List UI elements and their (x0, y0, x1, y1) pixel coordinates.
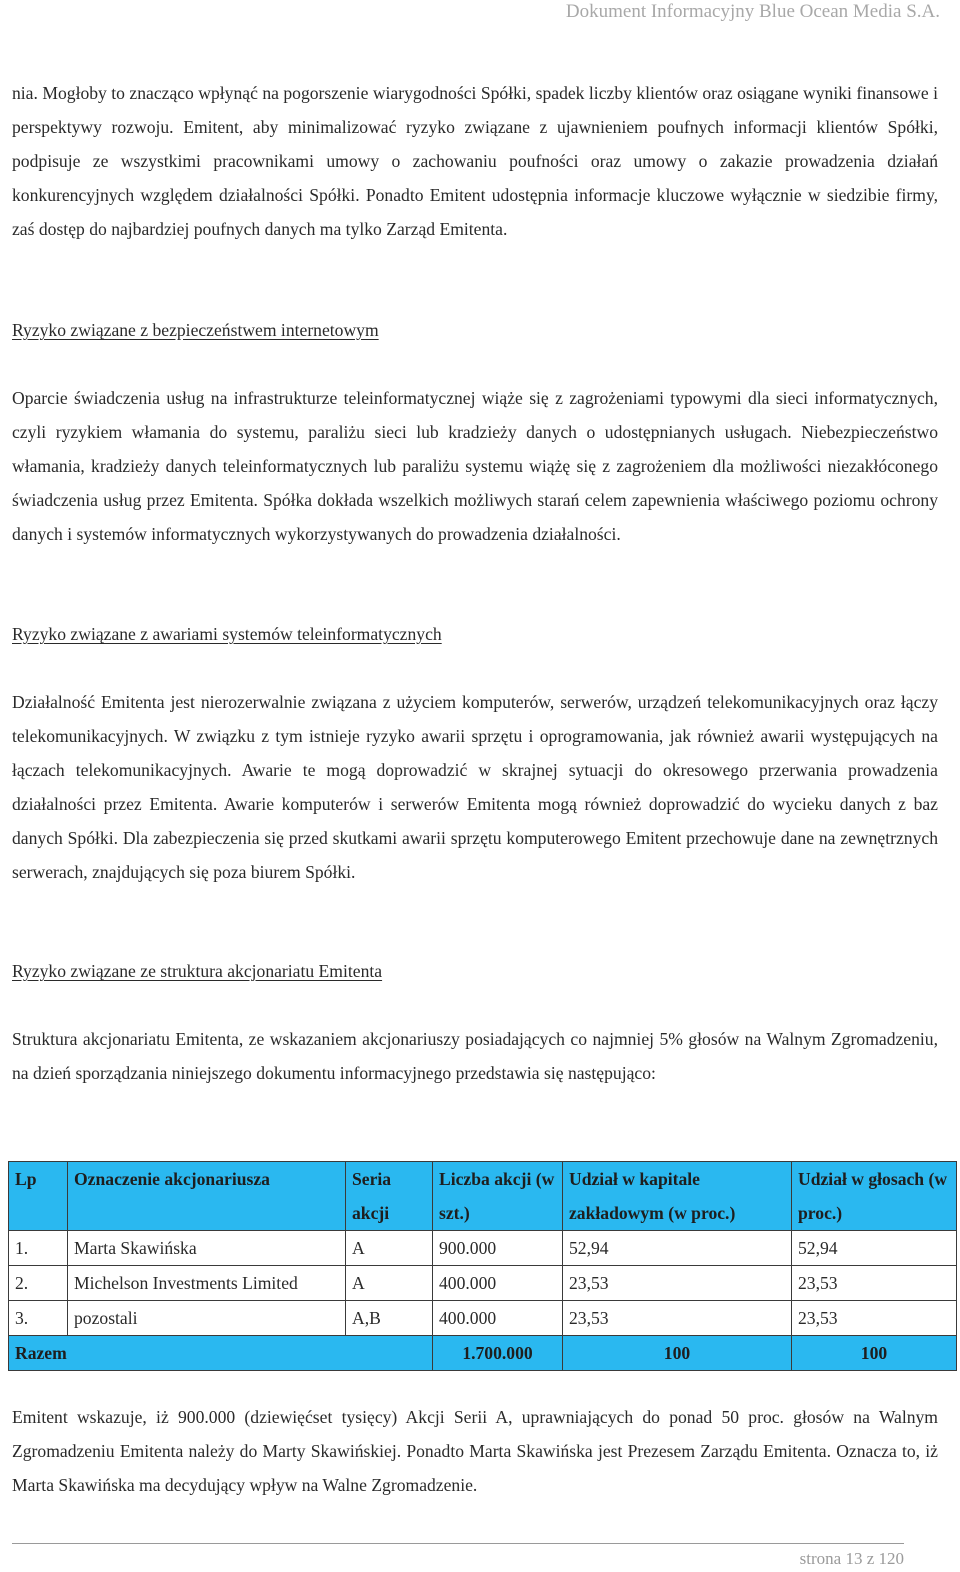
footer-divider (12, 1543, 904, 1544)
table-cell: 23,53 (792, 1266, 957, 1301)
section-body-system-failures: Działalność Emitenta jest nierozerwalnie związana z użyciem komputerów, serwerów, urządzeń telekomunikacyjnych oraz łączy telekomunikacyjnych. W związku z tym istnieje ryzyko awarii sprzętu i oprogramowania, jak również awarii występujących na łączach telekomunikacyjnych. Awarie te mogą doprowadzić w skrajnej sytuacji do okresowego przerwania prowadzenia działalności przez Emitenta. Awarie komputerów i serwerów Emitenta mogą również doprowadzić do wycieku danych z baz danych Spółki. Dla zabezpieczenia się przed skutkami awarii sprzętu komputerowego Emitent przechowuje dane na zewnętrznych serwerach, znajdujących się poza biurem Spółki. (12, 692, 938, 882)
closing-paragraph: Emitent wskazuje, iż 900.000 (dziewięćset tysięcy) Akcji Serii A, uprawniających do ponad 50 proc. głosów na Walnym Zgromadzeniu Emitenta należy do Marty Skawińskiej. Ponadto Marta Skawińska jest Prezesem Zarządu Emitenta. Oznacza to, iż Marta Skawińska ma decydujący wpływ na Walne Zgromadzenie. (12, 1407, 938, 1495)
table-cell: 2. (9, 1266, 68, 1301)
section-body-shareholder-structure: Struktura akcjonariatu Emitenta, ze wskazaniem akcjonariuszy posiadających co najmniej 5% głosów na Walnym Zgromadzeniu, na dzień sporządzania niniejszego dokumentu informacyjnego przedstawia się następująco: (12, 1029, 938, 1083)
page-number: strona 13 z 120 (799, 1549, 904, 1568)
section-heading-system-failures: Ryzyko związane z awariami systemów teleinformatycznych (12, 624, 442, 644)
table-total-row (9, 1336, 957, 1371)
table-cell: 52,94 (792, 1231, 957, 1266)
table-cell: 23,53 (792, 1301, 957, 1336)
shareholder-table (8, 1161, 957, 1371)
table-cell: 23,53 (563, 1301, 792, 1336)
table-cell: A,B (346, 1301, 433, 1336)
table-cell: A (346, 1231, 433, 1266)
document-header-title: Dokument Informacyjny Blue Ocean Media S.A. (565, 1, 940, 22)
table-total-label: Razem (9, 1336, 433, 1371)
table-header-cell: Udział w głosach (w proc.) (792, 1162, 957, 1231)
table-row (9, 1231, 957, 1266)
table-row (9, 1301, 957, 1336)
table-header-cell: Lp (9, 1162, 68, 1231)
table-cell: 23,53 (563, 1266, 792, 1301)
table-row (9, 1266, 957, 1301)
intro-paragraph: nia. Mogłoby to znacząco wpłynąć na pogorszenie wiarygodności Spółki, spadek liczby klientów oraz osiągane wyniki finansowe i perspektywy rozwoju. Emitent, aby minimalizować ryzyko związane z ujawnieniem poufnych informacji klientów Spółki, podpisuje ze wszystkimi pracownikami umowy o zachowaniu poufności oraz umowy o zakazie prowadzenia działań konkurencyjnych względem działalności Spółki. Ponadto Emitent udostępnia informacje kluczowe wyłącznie w siedzibie firmy, zaś dostęp do najbardziej poufnych danych ma tylko Zarząd Emitenta. (12, 83, 938, 239)
table-cell: A (346, 1266, 433, 1301)
table-cell: 1. (9, 1231, 68, 1266)
table-total-shares: 1.700.000 (433, 1336, 563, 1371)
section-body-internet-security: Oparcie świadczenia usług na infrastrukturze teleinformatycznej wiąże się z zagrożeniami typowymi dla sieci informatycznych, czyli ryzykiem włamania do systemu, paraliżu sieci lub kradzieży danych o udostępnianych usługach. Niebezpieczeństwo włamania, kradzieży danych teleinformatycznych lub paraliżu systemu wiążę się z zagrożeniem dla możliwości niezakłóconego świadczenia usług przez Emitenta. Spółka dokłada wszelkich możliwych starań celem zapewnienia właściwego poziomu ochrony danych i systemów informatycznych wykorzystywanych do prowadzenia działalności. (12, 388, 938, 544)
table-cell: Marta Skawińska (68, 1231, 346, 1266)
table-header-cell: Udział w kapitale zakładowym (w proc.) (563, 1162, 792, 1231)
table-total-capital: 100 (563, 1336, 792, 1371)
section-heading-internet-security: Ryzyko związane z bezpieczeństwem internetowym (12, 320, 379, 340)
section-heading-shareholder-structure: Ryzyko związane ze struktura akcjonariatu Emitenta (12, 961, 383, 981)
table-cell: 400.000 (433, 1266, 563, 1301)
table-cell: 900.000 (433, 1231, 563, 1266)
table-cell: 3. (9, 1301, 68, 1336)
table-header-cell: Oznaczenie akcjonariusza (68, 1162, 346, 1231)
table-cell: 400.000 (433, 1301, 563, 1336)
table-header-cell: Liczba akcji (w szt.) (433, 1162, 563, 1231)
table-total-votes: 100 (792, 1336, 957, 1371)
table-header-row (9, 1162, 957, 1231)
table-cell: Michelson Investments Limited (68, 1266, 346, 1301)
table-cell: 52,94 (563, 1231, 792, 1266)
table-header-cell: Seria akcji (346, 1162, 433, 1231)
table-cell: pozostali (68, 1301, 346, 1336)
